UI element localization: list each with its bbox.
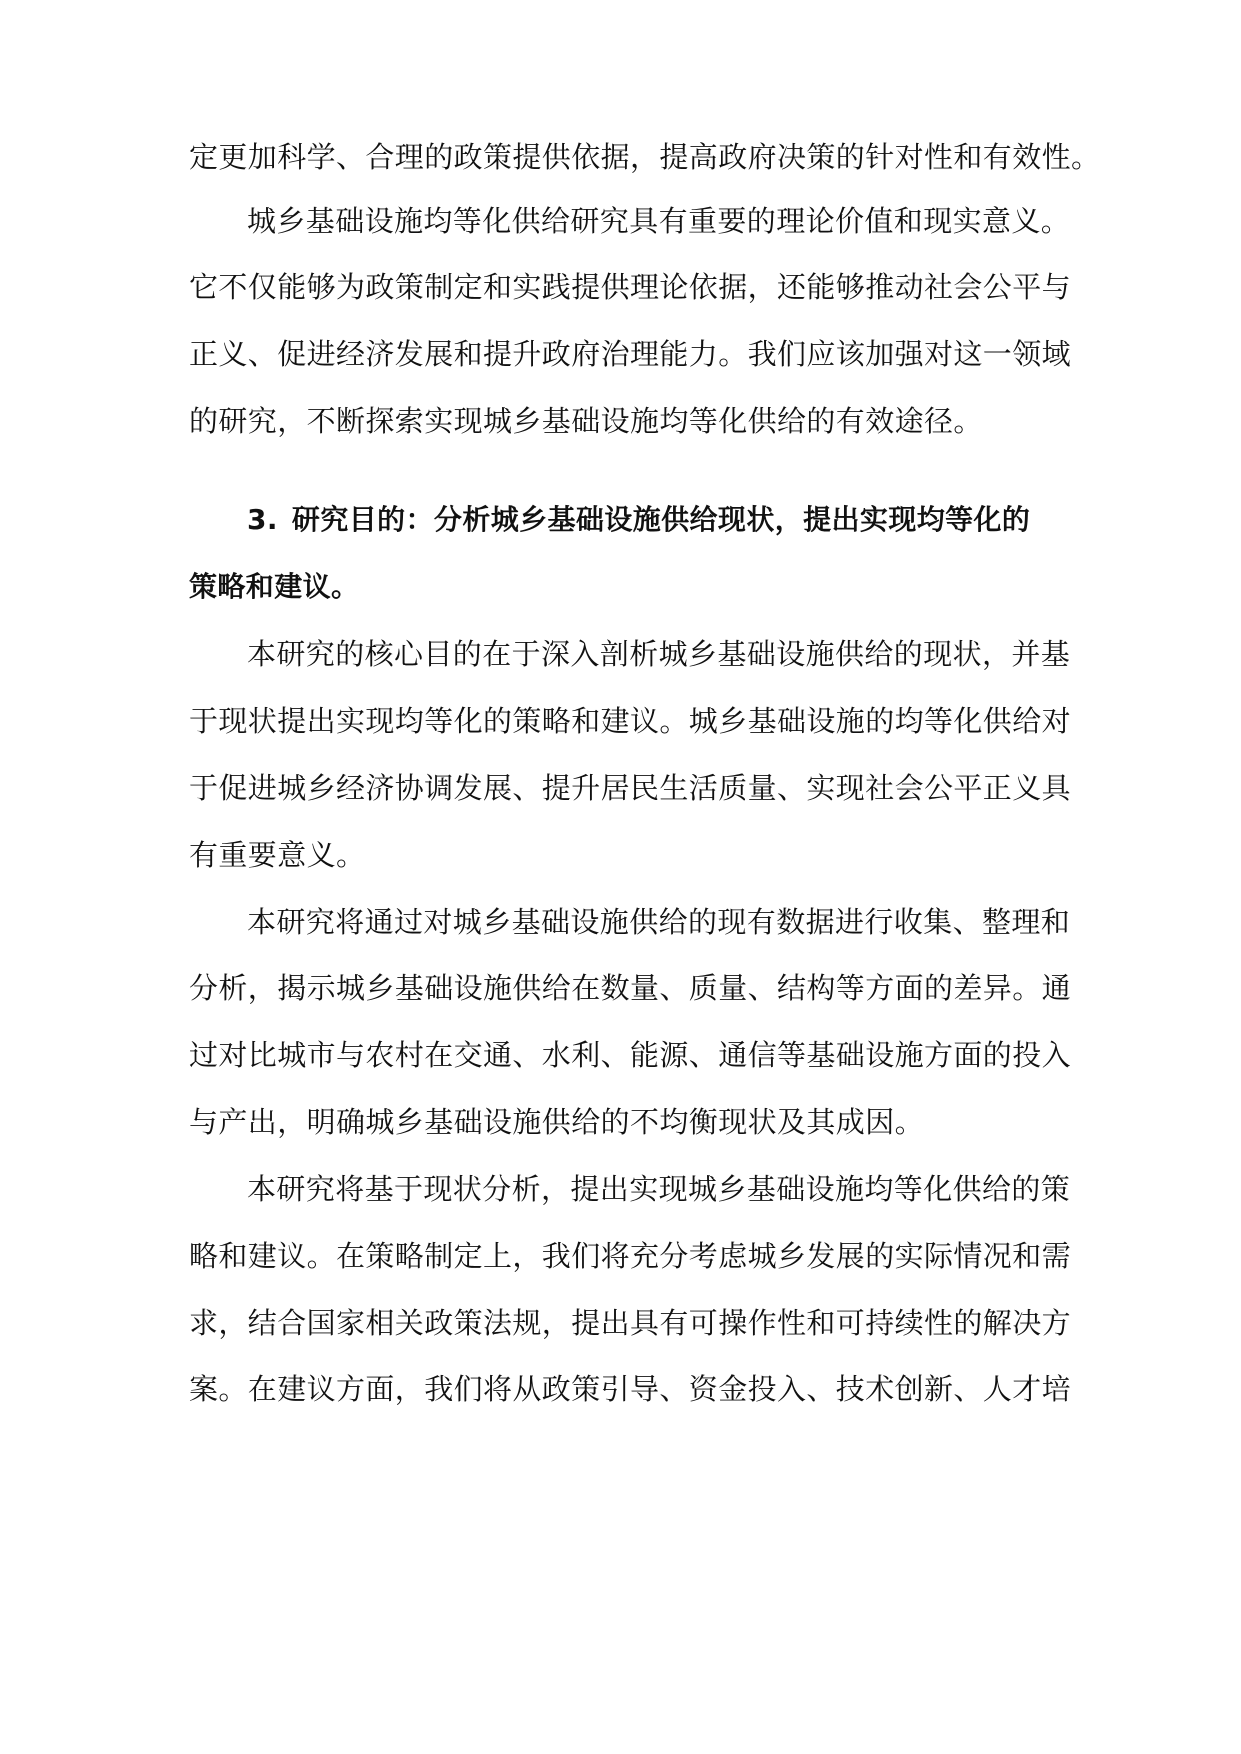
paragraph-line: 的研究，不断探索实现城乡基础设施均等化供给的有效途径。 xyxy=(189,404,983,438)
paragraph-line: 本研究将基于现状分析，提出实现城乡基础设施均等化供给的策 xyxy=(247,1172,1071,1206)
paragraph-line: 略和建议。在策略制定上，我们将充分考虑城乡发展的实际情况和需 xyxy=(189,1239,1072,1273)
paragraph-line: 案。在建议方面，我们将从政策引导、资金投入、技术创新、人才培 xyxy=(189,1372,1072,1406)
paragraph-line: 本研究的核心目的在于深入剖析城乡基础设施供给的现状，并基 xyxy=(247,637,1071,671)
paragraph-line: 与产出，明确城乡基础设施供给的不均衡现状及其成因。 xyxy=(189,1105,925,1139)
paragraph-line: 有重要意义。 xyxy=(189,838,366,872)
paragraph-line: 分析，揭示城乡基础设施供给在数量、质量、结构等方面的差异。通 xyxy=(189,971,1072,1005)
paragraph-line: 于现状提出实现均等化的策略和建议。城乡基础设施的均等化供给对 xyxy=(189,704,1072,738)
paragraph-line: 于促进城乡经济协调发展、提升居民生活质量、实现社会公平正义具 xyxy=(189,771,1072,805)
paragraph-line: 本研究将通过对城乡基础设施供给的现有数据进行收集、整理和 xyxy=(247,905,1071,939)
paragraph-line: 求，结合国家相关政策法规，提出具有可操作性和可持续性的解决方 xyxy=(189,1306,1072,1340)
paragraph-line: 城乡基础设施均等化供给研究具有重要的理论价值和现实意义。 xyxy=(247,204,1071,238)
paragraph-line: 过对比城市与农村在交通、水利、能源、通信等基础设施方面的投入 xyxy=(189,1038,1072,1072)
paragraph-line: 它不仅能够为政策制定和实践提供理论依据，还能够推动社会公平与 xyxy=(189,270,1072,304)
section-heading-line2: 策略和建议。 xyxy=(189,570,360,603)
section-heading-line1: 研究目的：分析城乡基础设施供给现状，提出实现均等化的 xyxy=(291,503,1031,536)
section-heading xyxy=(247,500,1069,540)
section-number: 3. xyxy=(247,503,278,536)
paragraph-line: 定更加科学、合理的政策提供依据，提高政府决策的针对性和有效性。 xyxy=(189,140,1101,174)
paragraph-line: 正义、促进经济发展和提升政府治理能力。我们应该加强对这一领域 xyxy=(189,337,1072,371)
